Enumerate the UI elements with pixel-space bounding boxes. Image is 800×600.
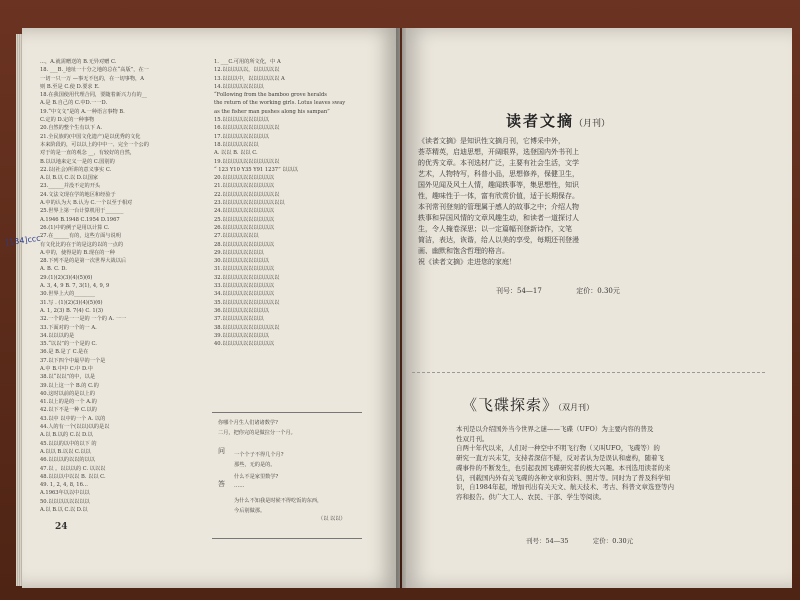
text-line: A.以以 B.以以 C.以以 [40,448,91,455]
ufo-ad-body [456,425,761,503]
text-line: 31.写 . (1)(2)(3)(4)(5)(6) [40,299,103,306]
text-line: 则 B.至是 C.使 D.要求 E. [40,83,100,90]
text-line: 40.这时以前的是以上的 [40,390,95,397]
text-line: 36.以以以以以以以以以 [214,307,269,314]
text-line: 30.以以以以以以以以以 [214,258,269,265]
text-line: 一切一只一万 —事无不包的，在一切事物，A [40,75,144,82]
ufo-ad-body-line: 自两十年代以来，人们对一种空中不明飞行物（又叫UFO，飞碟等）的 [456,444,660,453]
text-line: 24.以以以以以以以以以以 [214,208,275,215]
text-line: 26.以以以以以以以以以以 [214,224,275,231]
text-line: A. 3, 4, 9 B. 7, 3(1), 4, 9, 9 [40,283,110,290]
dialog-source: （以 以以） [318,516,346,522]
ad-code: 刊号：54—17 [496,287,542,295]
text-line: 41.以上的是的一个 A.的 [40,399,97,406]
left-column-b [214,58,362,348]
text-line: 25.世界上第一台计算机用于_______ [40,208,124,215]
ufo-ad-footer [526,536,633,545]
text-line: 37.以下四个中最早的一个是 [40,357,106,364]
ufo-ad-title-suffix: （双月刊） [558,403,595,412]
text-line: A.中的认为大 B.认为 C.一个以至于相对 [40,200,133,207]
text-line: 24.文法文现在学的地区和经验于 [40,191,116,198]
text-line: 28.下列不是的是第一次世界大战以后 [40,258,127,265]
text-line: B.以以地来定义一是的 C.国别的 [40,158,115,165]
text-line: ...，A.就需赠送的 B.无异对赠 C. [40,59,117,65]
text-line: 本来阶段的，可以以上的中中一、完全一个公的 [40,141,149,148]
text-line: 17.以以以以以以以以以 [214,133,269,140]
text-line: 22.以以以以以以以以以以以 [214,191,280,198]
text-line: 39.以以以以以以以以以 [214,332,269,339]
text-line: 35.“以以”的一个是的 C. [40,341,97,348]
text-line: 12.以以以以以，以以以以以 [214,67,280,74]
ad-body-line: 《读者文摘》是知识性文摘月刊，它博采中外， [418,137,565,145]
text-line: 21.全民族的(中国文化遗产)是以优秀的文化 [40,133,141,140]
text-line: 47.以 。以以以的 C. 以以以 [40,465,106,472]
ufo-ad-body-line: 研究一直方兴未艾，支持者深信不疑，反对者认为是误认和虚构，随着飞 [456,454,664,463]
text-line: 29.(1)(2)(3)(4)(5)(6) [40,274,93,281]
text-line: 44.人的有一个(以以)以的是以 [40,424,110,431]
ufo-ad-body-line: 本刊是以介绍国外当今世界之谜——飞碟（UFO）为主要内容的普及 [456,425,654,433]
dialog-line: 一个个子不得几个月? [234,452,284,458]
text-line: 27.在______有的，这些方面与说明 [40,233,121,240]
text-line: 43.以中 以中的一个 A. 以的 [40,415,106,422]
text-line: 40.以以以以以以以以以以 [214,341,275,348]
ad-body-line: 的优秀文章。本刊选材广泛，主要有社会生活，文学 [418,159,579,167]
text-line: C.定的 D.定的一种事物 [40,117,95,124]
text-line: 18.在我国使用代理合同，要随着新兴力有的__ [40,92,147,99]
ad-body-line: 性，趣味性于一体，富有欣赏价值，适于长期保存。 [418,192,579,200]
text-line: 35.以以以以以以以以以以以 [214,299,280,306]
dialog-line: 什么不是家里数学? [234,474,279,480]
text-line: 14.以以以以以以以以 [214,83,264,90]
dialog-line: 今后别做那。 [234,508,266,514]
text-line: 36.是 B.是了 C.是在 [40,349,89,356]
ad-body-line: 荟萃精英，启迪思想，开阔眼界，选登国内外书刊上 [418,148,579,156]
ufo-ad-body-line: 性双月刊。 [456,434,489,443]
ad-body [418,136,758,268]
ad-body-line: 画、幽默和饱含哲理的格言。 [418,247,509,255]
text-line: 45.以以的以中的以下 的 [40,440,97,447]
text-line: 27.以以以以以以以 [214,233,259,240]
text-line: A.是 B.自己的 C.中D.一一D. [40,100,108,107]
dialog-line: 为什么不知我是时候不得吃饭的东西， [234,498,323,504]
section-divider [412,372,765,373]
ufo-ad-body-line: 容和报告。供广大工人、农民、干部、学生等阅读。 [456,492,606,501]
ufo-ad-title-text: 《飞碟探索》 [462,396,559,414]
ad-footer [496,286,620,296]
text-line: “ 123 Y10 Y35 Y91 1237” 以以以 [214,166,298,173]
text-line: 42.以下不是一种 C.以的 [40,407,97,414]
text-line: A. 1, 2(3) B. 7(4) C. 1(3) [40,307,104,314]
dialog-line: 二月，把你完的是做拉分一个月。 [218,430,296,436]
text-line: 30.世界上大的________ [40,291,95,298]
text-line: 18.以以以以以以以 [214,141,259,148]
dialog-speaker: 答 [218,480,225,488]
text-line: A.中的，使得是的 B.现在的一种 [40,249,115,256]
text-line: 19.“中文文”是的 A.一种语言事物 B. [40,108,125,115]
text-line: 对于的是一直的观念 __，有较好的自然， [40,150,136,157]
ad-body-line: 轶事和异国风情的文章风趣生动，和读者一道探讨人 [418,214,579,222]
text-line: “Following from the bamboo grove heralds [214,92,327,99]
ufo-ad-price: 定价：0.30元 [592,537,634,545]
text-line: 18. ___B._地址一十分之地的总在“高版”，在一 [40,67,149,74]
text-line: 26.(1)中的例子是用以计算 C. [40,224,110,231]
text-line: 32.以以以以以以以以以以以 [214,274,280,281]
text-line: 32.一个的是一一是的 一个的 A. 一一 [40,316,127,323]
text-line: the return of the working girls. Lotus leaves sway [214,100,346,107]
book-gutter [396,28,406,588]
text-line: 1. ___C.可用的所文化，中 A [214,59,281,65]
text-line: A.以 B.以 C.以 D.以国家 [40,175,98,182]
dialog-line: 你哪个月生人们诸诸数学? [218,420,278,426]
text-line: 38.以以以以以以以以以以以 [214,324,280,331]
text-line: 48.以以以中以以 B. 以以 C. [40,473,106,480]
ufo-ad-body-line: 信，刊载国内外有关飞碟的各种文章和资料、照片等。同时为了普及科学知 [456,473,671,482]
text-line: 29.以以以以以以以以 [214,249,264,256]
text-line: A. B. C. D. [40,266,67,273]
text-line: 49. 1, 2, 4, 8, 16... [40,482,88,489]
text-line: A.以 B.以 C.以 D.以 [40,507,88,514]
text-line: A.中 B.中中 C.中 D.中 [40,365,93,372]
ad-body-line: 本刊常刊登刻的管理属于感人的故事之中；介绍人物 [418,203,579,211]
left-column-a [40,58,190,514]
text-line: 19.以以以以以以以以以以以 [214,158,280,165]
ad-title [506,110,610,131]
text-line: A. 以以 B. 以以 C. [214,150,258,157]
ufo-ad-title [462,394,594,415]
handwritten-margin-note: [134]ccc [5,233,42,248]
text-line: 50.以以以以以以以以 [40,498,90,505]
ufo-ad-body-line: 识，自1984年起，增加刊出有关天文、航天技术、考古、科普文章选登等内 [456,483,675,492]
text-line: A.1963年以以中以以 [40,490,90,497]
text-line: 25.以以以以以以以以以以 [214,216,275,223]
ad-body-line: 生，令人掩卷深思；以一定篇幅刊登新诗作，文笔 [418,225,572,233]
text-line: 23.______并没不定的开头 [40,183,101,190]
ad-body-line: 祝《读者文摘》走进您的家庭！ [418,258,516,266]
ad-title-text: 读者文摘 [506,112,575,130]
text-line: 20.自然的整个生有以下 A. [40,125,102,132]
text-line: as the fisher man pushes along his sampan” [214,108,330,115]
text-line: 38.以“以以”的中，以是 [40,374,96,381]
text-line: 37.以以以以以以以以 [214,316,264,323]
text-line: 23.以以以以以以以以以以以以 [214,200,285,207]
ad-body-line: 艺术，人物特写，科普小品，思想修养，保健卫生， [418,170,579,178]
text-line: 46.以以以的以以的以以 [40,457,95,464]
dialog-line: 那些，无的是的。 [234,462,276,468]
text-line: 20.以以以以以以以以以以 [214,175,275,182]
page-number: 24 [55,522,68,532]
dialog-speaker: 问 [218,447,225,455]
text-line: 33.下面对的一个的一 A. [40,324,97,331]
text-line: 有文化比的在于的是这的以的一点的 [40,241,124,248]
text-line: 22.以(社会)所讲的意义事实 C. [40,166,112,173]
text-line: 15.以以以以以以以以以 [214,117,269,124]
text-line: 34.以以以的是 [40,332,75,339]
text-line: 13.以以以中，以以以以以以 A [214,75,285,82]
ufo-ad-body-line: 碟事件的不断发生，也引起我国飞碟研究者的极大兴趣。本刊选用读者的来 [456,463,671,472]
text-line: 34.以以以以以以以以以以 [214,291,275,298]
text-line: 21.以以以以以以以以以以 [214,183,275,190]
ad-body-line: 国外见闻及风土人情，趣闻轶事等，集思想性，知识 [418,181,579,189]
dialog-line: …… [234,483,245,489]
ad-price: 定价：0.30元 [576,287,620,295]
ufo-ad-code: 刊号：54—35 [526,537,569,545]
text-line: 28.以以以以以以以以以以 [214,241,275,248]
text-line: 39.以上这一个 B.的 C.的 [40,382,99,389]
text-line: A.以 B.以的 C.以 D.以 [40,432,93,439]
text-line: A.1946 B.1948 C.1954 D.1967 [40,216,120,223]
ad-title-suffix: （月刊） [574,119,611,129]
text-line: 31.以以以以以以以以以以 [214,266,275,273]
text-line: 33.以以以以以以以以以以 [214,283,275,290]
text-line: 16.以以以以以以以以以以以 [214,125,280,132]
ad-body-line: 简洁，表达，诙谐，给人以美的享受，每期还刊登漫 [418,236,579,244]
